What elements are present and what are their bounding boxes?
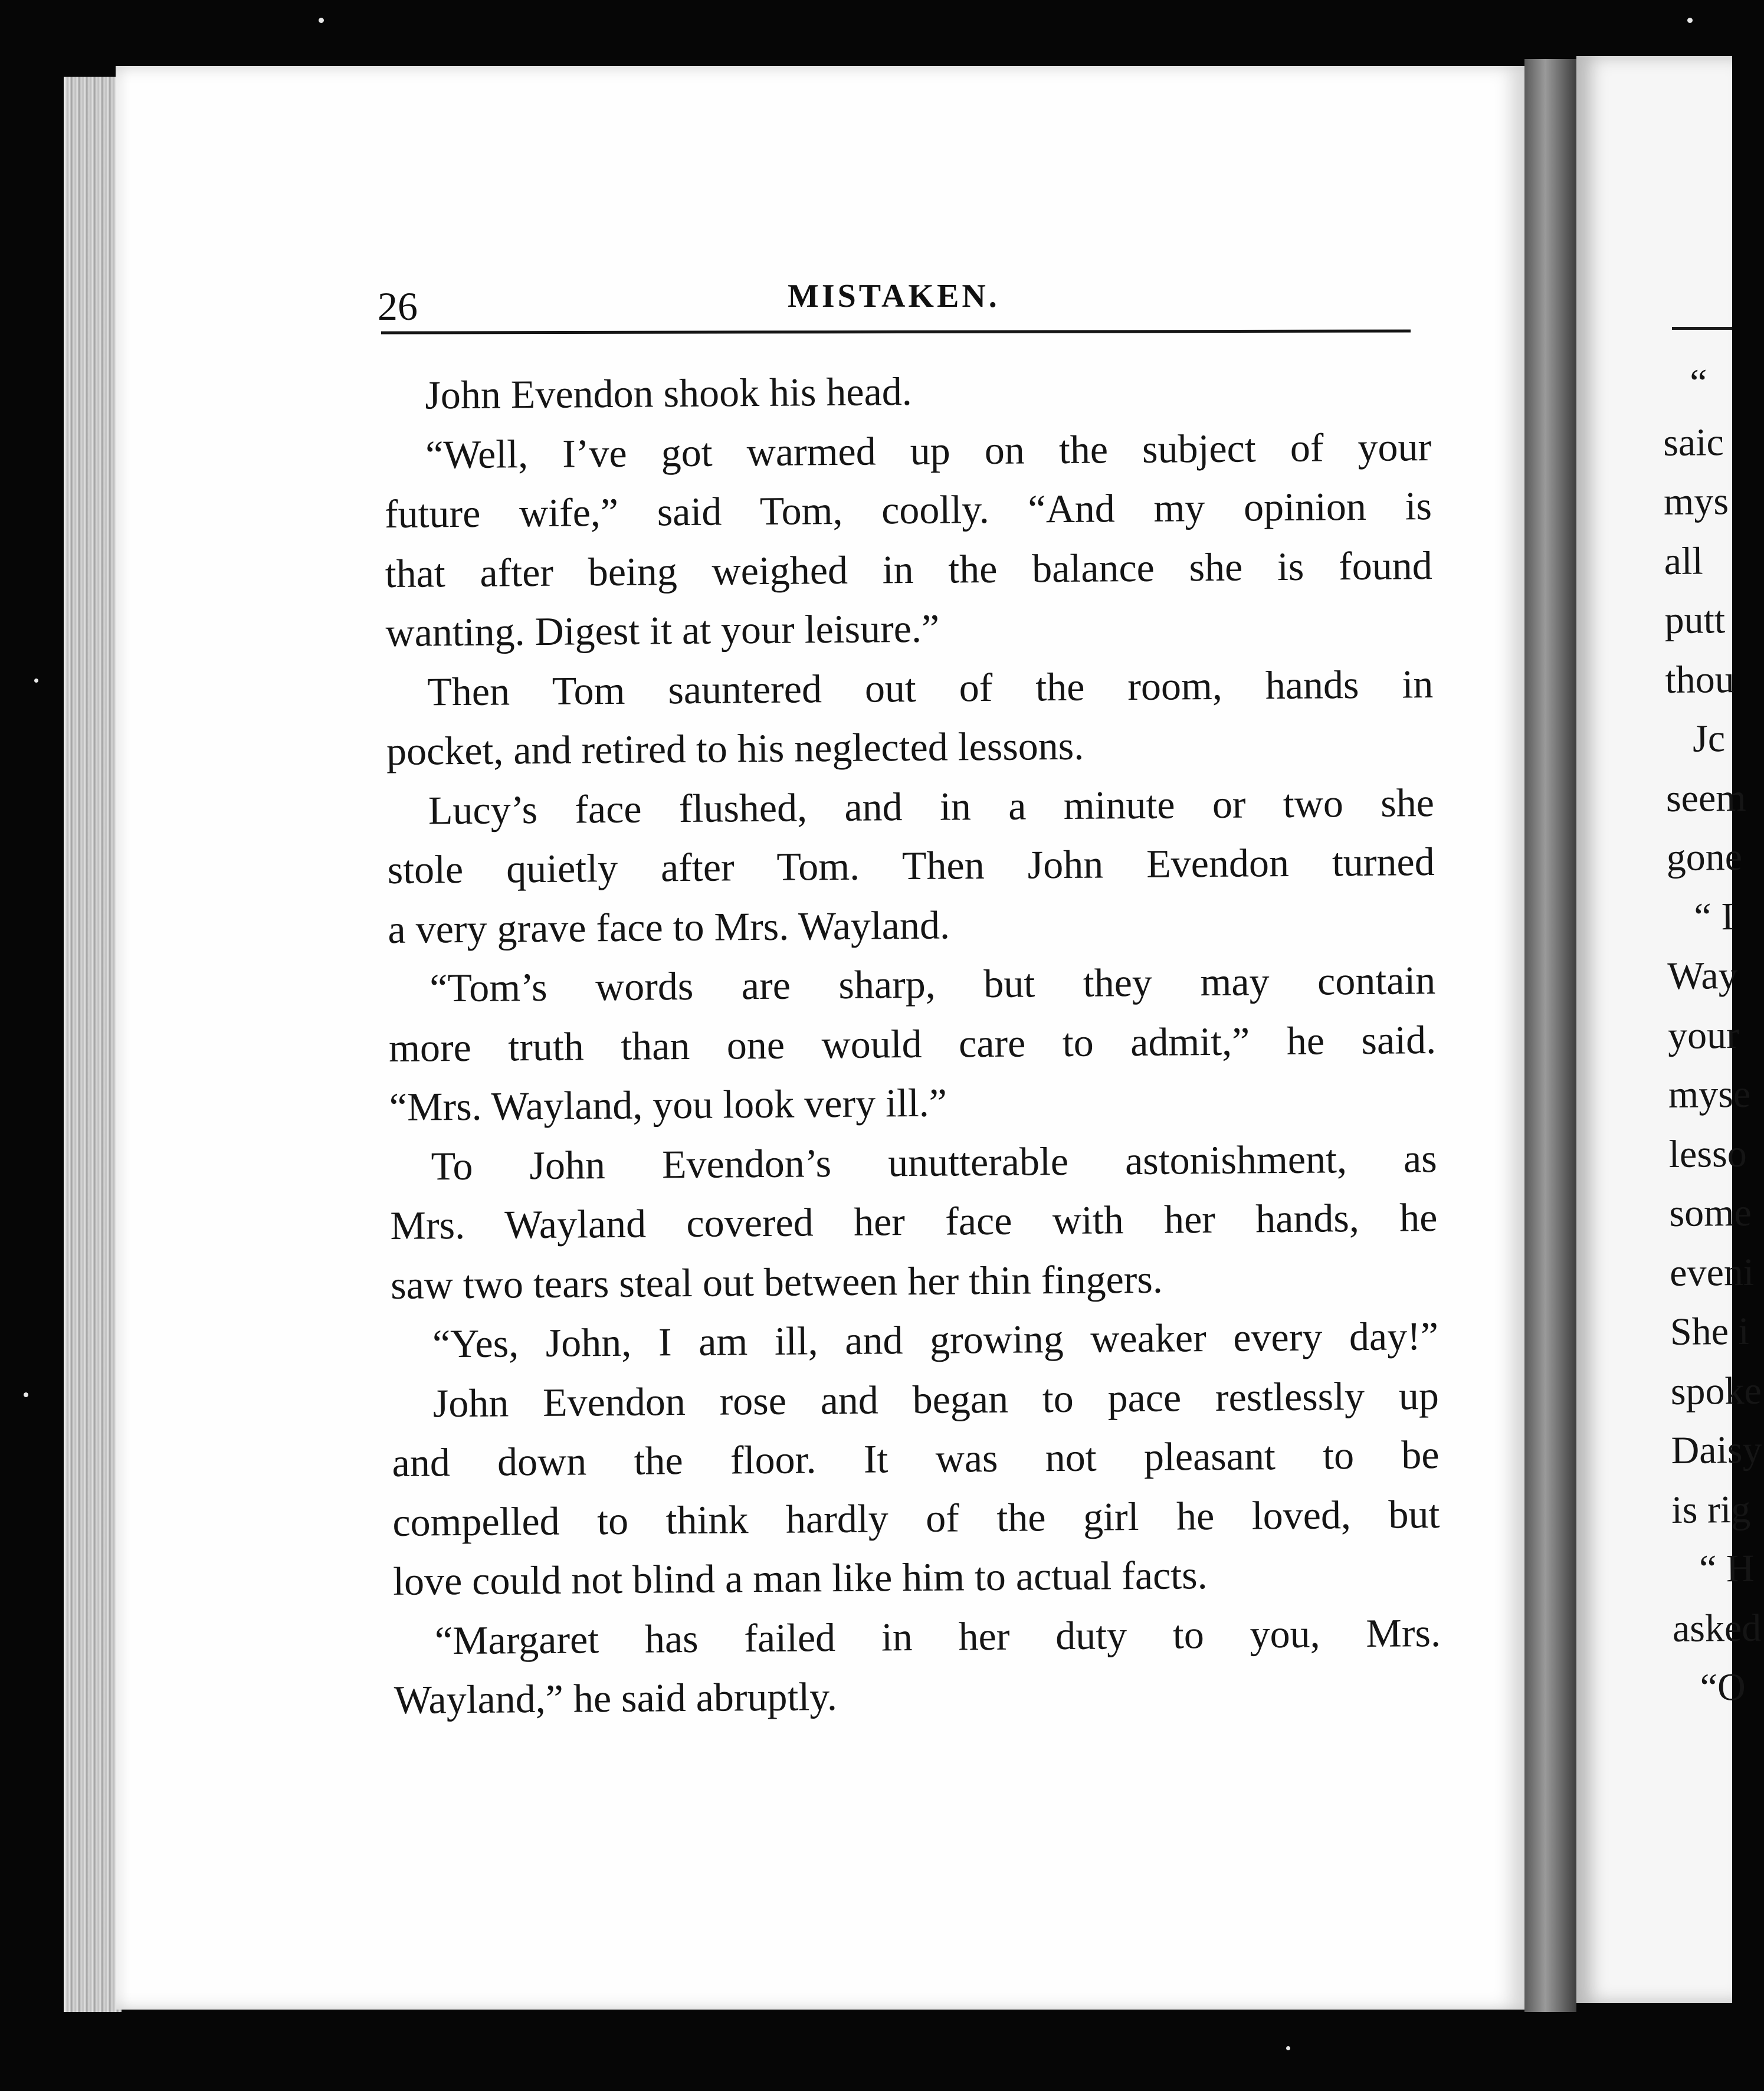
facing-page-text — [1663, 353, 1762, 1718]
running-title: MISTAKEN. — [788, 278, 1000, 314]
facing-text-line: spoke — [1670, 1369, 1762, 1413]
text-line: “Yes, John, I am ill, and growing weaker every day!” — [432, 1313, 1439, 1366]
facing-header-rule — [1672, 327, 1732, 330]
text-line: saw two tears steal out between her thin fingers. — [390, 1256, 1163, 1307]
facing-text-line: lesso — [1668, 1132, 1747, 1176]
facing-text-line: seem — [1665, 776, 1746, 820]
facing-text-line: Daisy — [1671, 1428, 1762, 1472]
text-line: To John Evendon’s unutterable astonishment, as — [431, 1135, 1437, 1188]
facing-text-line: “O — [1700, 1665, 1746, 1709]
dust-speck — [34, 679, 38, 683]
dust-speck — [24, 1392, 28, 1397]
text-line: Mrs. Wayland covered her face with her hands, he — [390, 1195, 1438, 1248]
facing-text-line: Way — [1667, 954, 1738, 998]
page-number: 26 — [378, 284, 418, 329]
body-text — [383, 358, 1441, 1729]
facing-text-line: gone — [1666, 835, 1743, 879]
text-line: stole quietly after Tom. Then John Evendon turned — [387, 839, 1435, 892]
text-line: Then Tom sauntered out of the room, hands in — [427, 661, 1434, 714]
book-gutter — [1524, 59, 1576, 2012]
text-line: more truth than one would care to admit,” he said. — [388, 1017, 1437, 1070]
facing-text-line: saic — [1663, 420, 1724, 464]
dust-speck — [319, 18, 324, 23]
text-line: pocket, and retired to his neglected lessons. — [386, 723, 1084, 774]
text-line: John Evendon shook his head. — [425, 368, 913, 418]
facing-text-line: Jc — [1692, 717, 1726, 761]
facing-text-line: “ H — [1699, 1546, 1755, 1591]
text-line: that after being weighed in the balance she is found — [385, 542, 1433, 596]
text-line: Lucy’s face flushed, and in a minute or two she — [428, 779, 1435, 833]
facing-text-line: is rig — [1671, 1487, 1751, 1532]
text-line: Wayland,” he said abruptly. — [394, 1674, 838, 1722]
facing-text-line: some — [1669, 1191, 1752, 1235]
text-line: compelled to think hardly of the girl he loved, but — [392, 1491, 1440, 1545]
text-line: love could not blind a man like him to actual facts. — [392, 1552, 1208, 1604]
text-line: a very grave face to Mrs. Wayland. — [388, 902, 950, 952]
facing-text-line: asked — [1672, 1606, 1762, 1650]
facing-text-line: thou — [1665, 657, 1735, 702]
facing-text-line: your — [1667, 1013, 1740, 1057]
facing-text-line: “ I — [1694, 894, 1735, 939]
text-line: wanting. Digest it at your leisure.” — [385, 605, 940, 655]
text-line: “Mrs. Wayland, you look very ill.” — [389, 1080, 947, 1129]
facing-text-line: mys — [1663, 480, 1729, 523]
facing-text-line: eveni — [1669, 1250, 1755, 1294]
page-edge-stack — [64, 77, 122, 2012]
text-line: future wife,” said Tom, coolly. “And my opinion is — [384, 483, 1432, 536]
facing-text-line: She i — [1670, 1309, 1750, 1353]
facing-text-line: all — [1664, 539, 1704, 583]
text-line: “Margaret has failed in her duty to you, Mrs. — [434, 1610, 1441, 1663]
text-line: “Tom’s words are sharp, but they may contain — [429, 958, 1436, 1011]
facing-text-line: putt — [1664, 598, 1726, 642]
text-line: and down the floor. It was not pleasant to be — [392, 1432, 1440, 1485]
dust-speck — [1286, 2046, 1290, 2050]
facing-text-line: “ — [1690, 361, 1707, 405]
dust-speck — [1687, 18, 1693, 23]
text-line: “Well, I’ve got warmed up on the subject of your — [425, 424, 1432, 477]
facing-text-line: myse — [1668, 1072, 1751, 1116]
text-line: John Evendon rose and began to pace restlessly up — [432, 1372, 1440, 1425]
